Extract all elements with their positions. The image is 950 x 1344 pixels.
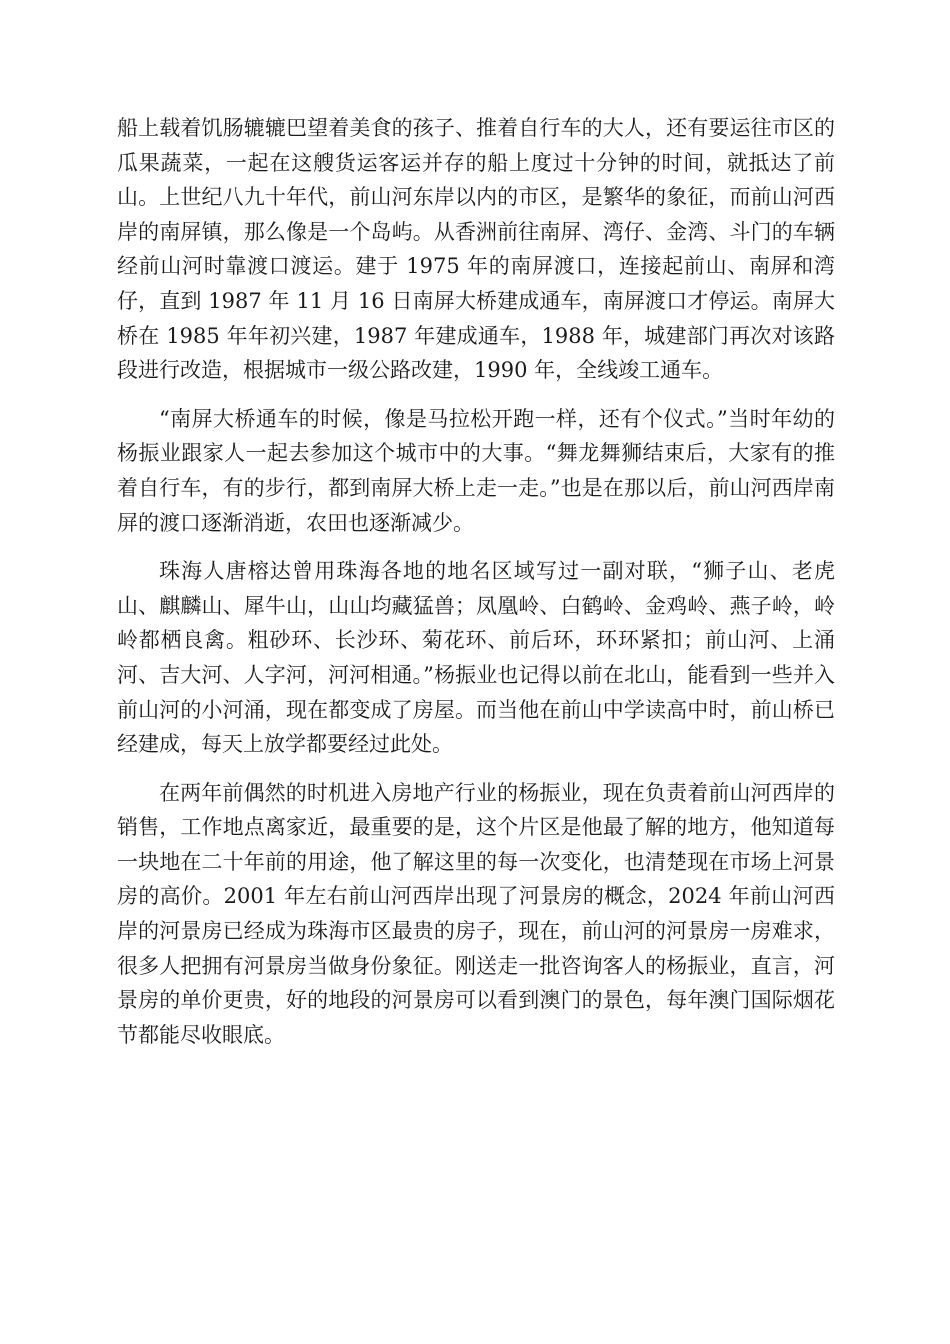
paragraph-river-view-housing: 在两年前偶然的时机进入房地产行业的杨振业，现在负责着前山河西岸的销售，工作地点离家近，最重要的是，这个片区是他最了解的地方，他知道每一块地在二十年前的用途，他了解这里的每一次变化，也清楚现在市场上河景房的高价。2001 年左右前山河西岸出现了河景房的概念，2024 年前山河西岸的河景房已经成为珠海市区最贵的房子，现在，前山河的河景房一房难求，很多人把拥有河景房当做身份象征。刚送走一批咨询客人的杨振业，直言，河景房的单价更贵，好的地段的河景房可以看到澳门的景色，每年澳门国际烟花节都能尽收眼底。 <box>117 780 835 1047</box>
article-body <box>117 111 835 1052</box>
paragraph-couplet: 珠海人唐榕达曾用珠海各地的地名区域写过一副对联，“狮子山、老虎山、麒麟山、犀牛山，山山均藏猛兽；凤凰岭、白鹤岭、金鸡岭、燕子岭，岭岭都栖良禽。粗砂环、长沙环、菊花环、前后环，环环紧扣；前山河、上涌河、吉大河、人字河，河河相通。”杨振业也记得以前在北山，能看到一些并入前山河的小河涌，现在都变成了房屋。而当他在前山中学读高中时，前山桥已经建成，每天上放学都要经过此处。 <box>117 559 835 757</box>
paragraph-bridge-opening: “南屏大桥通车的时候，像是马拉松开跑一样，还有个仪式。”当时年幼的杨振业跟家人一起去参加这个城市中的大事。“舞龙舞狮结束后，大家有的推着自行车，有的步行，都到南屏大桥上走一走。”也是在那以后，前山河西岸南屏的渡口逐渐消逝，农田也逐渐减少。 <box>117 406 835 535</box>
paragraph-ferry-history: 船上载着饥肠辘辘巴望着美食的孩子、推着自行车的大人，还有要运往市区的瓜果蔬菜，一起在这艘货运客运并存的船上度过十分钟的时间，就抵达了前山。上世纪八九十年代，前山河东岸以内的市区，是繁华的象征，而前山河西岸的南屏镇，那么像是一个岛屿。从香洲前往南屏、湾仔、金湾、斗门的车辆经前山河时靠渡口渡运。建于 1975 年的南屏渡口，连接起前山、南屏和湾仔，直到 1987 年 11 月 16 日南屏大桥建成通车，南屏渡口才停运。南屏大桥在 1985 年年初兴建，1987 年建成通车，1988 年，城建部门再次对该路段进行改造，根据城市一级公路改建，1990 年，全线竣工通车。 <box>117 116 835 383</box>
